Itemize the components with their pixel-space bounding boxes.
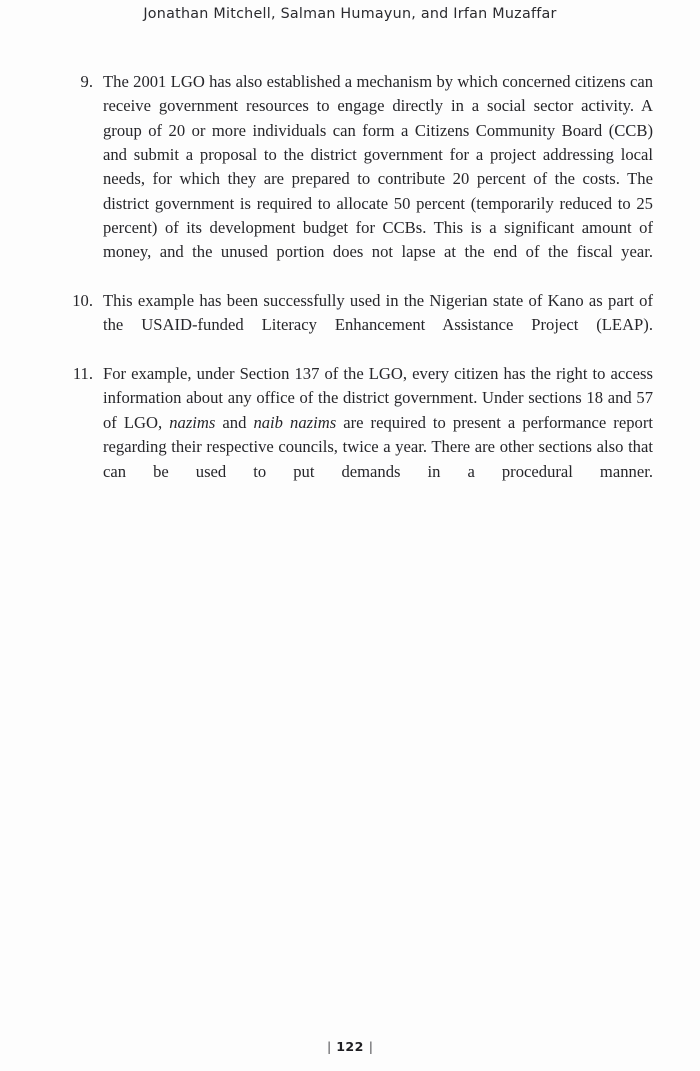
list-item (47, 70, 653, 289)
text-run: and (215, 412, 254, 432)
list-item-text: This example has been successfully used in the Nigerian state of Kano as part of the USAID-funded Literacy Enhancement Assistance Project (LEAP). (103, 291, 653, 335)
list-item-marker: 10. (72, 291, 93, 311)
page-body (47, 70, 653, 508)
running-head: Jonathan Mitchell, Salman Humayun, and Irfan Muzaffar (143, 6, 557, 22)
list-item-text: The 2001 LGO has also established a mechanism by which concerned citizens can receive government resources to engage directly in a social sector activity. A group of 20 or more individuals can form a Citizens Community Board (CCB) and submit a proposal to the district government for a project addressing local needs, for which they are prepared to contribute 20 percent of the costs. The district government is required to allocate 50 percent (temporarily reduced to 25 percent) of its development budget for CCBs. This is a significant amount of money, and the unused portion does not lapse at the end of the fiscal year. (103, 72, 653, 262)
text-run: are required to present a performance report regarding their respective councils, twice a year. There are other sections also that can be used to put demands in a procedural manner. (103, 412, 653, 481)
list-item (47, 362, 653, 508)
folio-left-rule: | (327, 1039, 332, 1054)
folio-right-rule: | (368, 1039, 373, 1054)
list-item (47, 289, 653, 362)
text-run: For example, under Section 137 of the LGO, every citizen has the right to access information about any office of the district government. Under sections 18 and 57 of LGO, (103, 364, 653, 432)
list-item-marker: 9. (80, 72, 93, 91)
italic-term: nazims (169, 412, 216, 432)
endnote-list (47, 70, 653, 508)
list-item-marker: 11. (72, 364, 93, 384)
list-item-text (103, 362, 653, 508)
page-footer (0, 1039, 700, 1054)
italic-term: naib nazims (253, 412, 337, 432)
page-number: 122 (336, 1039, 364, 1054)
